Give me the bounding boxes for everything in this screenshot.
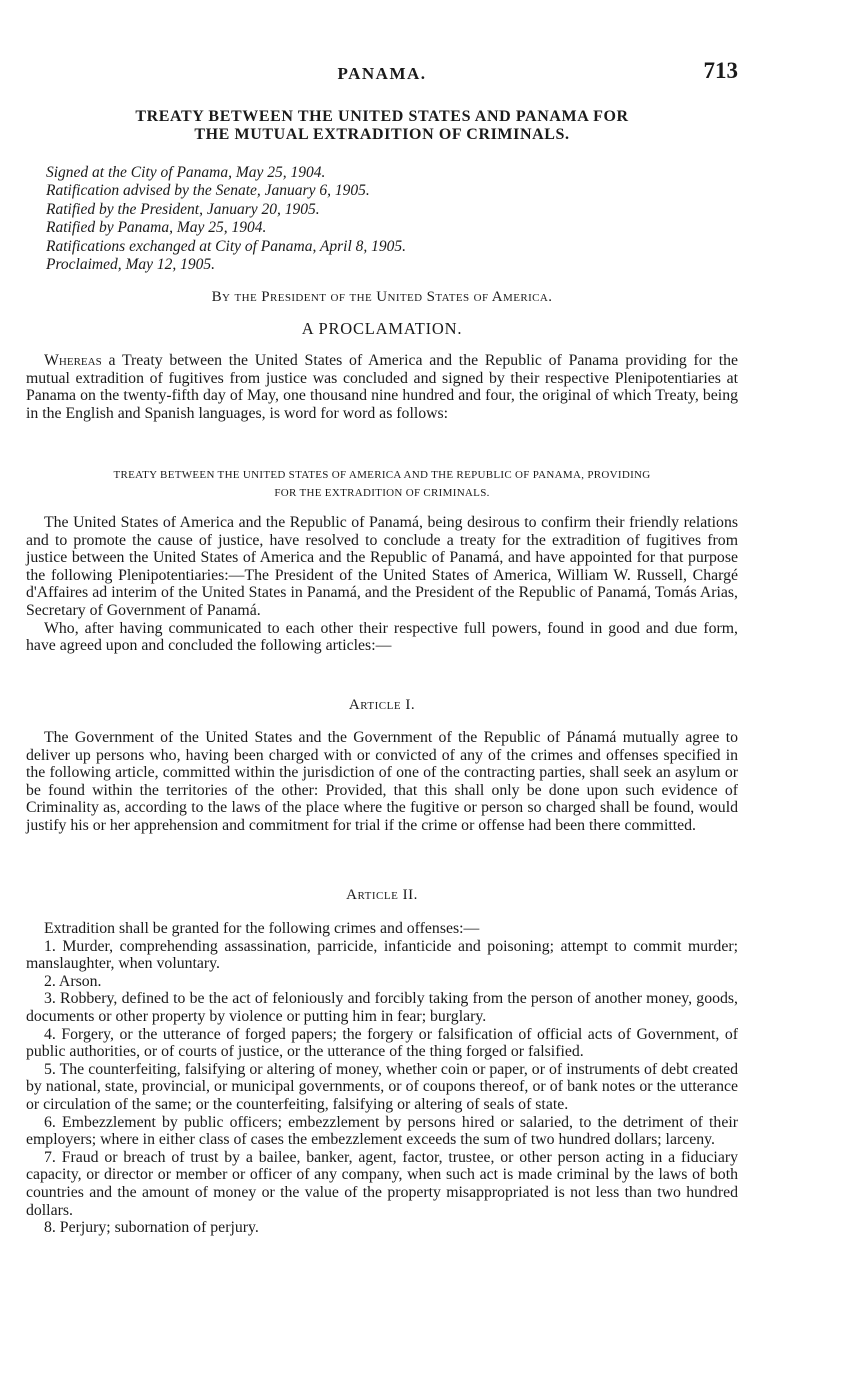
running-head (26, 58, 738, 88)
list-item: 5. The counterfeiting, falsifying or altering of money, whether coin or paper, or of instruments of debt created by national, state, provincial, or municipal governments, or of coupons thereof, or of bank notes or the utterance or circulation of the same; or the counterfeiting, falsifying or altering of seals of state. (26, 1060, 738, 1113)
article-1-heading: Article I. (348, 697, 416, 713)
article-2-heading: Article II. (346, 887, 418, 903)
treaty-title (26, 108, 738, 144)
whereas-lead: Whereas (44, 352, 102, 369)
sub-title-line: FOR THE EXTRADITION OF CRIMINALS. (274, 487, 490, 499)
list-item: 2. Arson. (44, 972, 102, 990)
list-item: 1. Murder, comprehending assassination, parricide, infanticide and poisoning; attempt to commit murder; manslaughter, when voluntary. (26, 937, 738, 973)
date-line: Proclaimed, May 12, 1905. (46, 256, 216, 274)
list-item: 7. Fraud or breach of trust by a bailee, banker, agent, factor, trustee, or other person acting in a fiduciary capacity, or director or member or officer of any company, when such act is made criminal by the laws of both countries and the amount of money or the value of the property misappropriated is not less than two hundred dollars. (26, 1148, 738, 1219)
treaty-title-line: TREATY BETWEEN THE UNITED STATES AND PANAMA FOR (135, 108, 629, 125)
article-1-paragraph: The Government of the United States and the Government of the Republic of Pánamá mutually agree to deliver up persons who, having been charged with or convicted of any of the crimes and offenses specified in the following article, committed within the jurisdiction of one of the contracting parties, shall seek an asylum or be found within the territories of the other: Provided, that this shall only be done upon such evidence of Criminality as, according to the laws of the place where the fugitive or person so charged shall be found, would justify his or her apprehension and commitment for trial if the crime or offense had been there committed. (26, 729, 738, 834)
article-1-text (26, 729, 738, 835)
preamble (26, 514, 738, 655)
running-head-title: PANAMA. (337, 64, 427, 83)
whereas-paragraph (26, 352, 738, 422)
date-line: Ratifications exchanged at City of Panama, April 8, 1905. (46, 237, 407, 255)
list-item: 3. Robbery, defined to be the act of feloniously and forcibly taking from the person of another money, goods, documents or other property by violence or putting him in fear; burglary. (26, 990, 738, 1025)
preamble-paragraph: The United States of America and the Republic of Panamá, being desirous to confirm their friendly relations and to promote the cause of justice, have resolved to conclude a treaty for the extradition of fugitives from justice between the United States of America and the Republic of Panamá, and have appointed for that purpose the following Plenipotentiaries:—The President of the United States of America, William W. Russell, Chargé d'Affaires ad interim of the United States in Panamá, and the President of the Republic of Panamá, Tomás Arias, Secretary of Government of Panamá. (26, 514, 738, 619)
proclamation-heading: A PROCLAMATION. (301, 319, 463, 338)
whereas-text: a Treaty between the United States of America and the Republic of Panama providing for the mutual extradition of fugitives from justice was concluded and signed by their respective Plenipotentiaries at Panama on the twenty-fifth day of May, one thousand nine hundred and four, the original of which Treaty, being in the English and Spanish languages, is word for word as follows: (26, 352, 738, 422)
sub-treaty-title (26, 466, 738, 502)
preamble-paragraph: Who, after having communicated to each other their respective full powers, found in good and due form, have agreed upon and concluded the following articles:— (26, 619, 738, 655)
ratification-dates (46, 164, 406, 274)
list-item: 8. Perjury; subornation of perjury. (44, 1219, 259, 1237)
by-president-heading: By the President of the United States of America. (211, 289, 553, 305)
article-2-intro: Extradition shall be granted for the following crimes and offenses:— (44, 920, 480, 937)
date-line: Signed at the City of Panama, May 25, 1904. (46, 164, 326, 181)
sub-title-line: TREATY BETWEEN THE UNITED STATES OF AMERICA AND THE REPUBLIC OF PANAMA, PROVIDING (113, 469, 651, 481)
date-line: Ratified by the President, January 20, 1905. (46, 200, 320, 218)
list-item: 4. Forgery, or the utterance of forged papers; the forgery or falsification of official acts of Government, of public authorities, or of courts of justice, or the utterance of the thing forged or falsified. (26, 1025, 738, 1061)
list-item: 6. Embezzlement by public officers; embezzlement by persons hired or salaried, to the detriment of their employers; where in either class of cases the embezzlement exceeds the sum of two hundred dollars; larceny. (26, 1113, 738, 1149)
page-number: 713 (703, 58, 738, 83)
article-2-text (26, 920, 738, 1237)
date-line: Ratified by Panama, May 25, 1904. (46, 219, 267, 237)
date-line: Ratification advised by the Senate, January 6, 1905. (46, 182, 370, 200)
treaty-title-line: THE MUTUAL EXTRADITION OF CRIMINALS. (194, 126, 570, 143)
